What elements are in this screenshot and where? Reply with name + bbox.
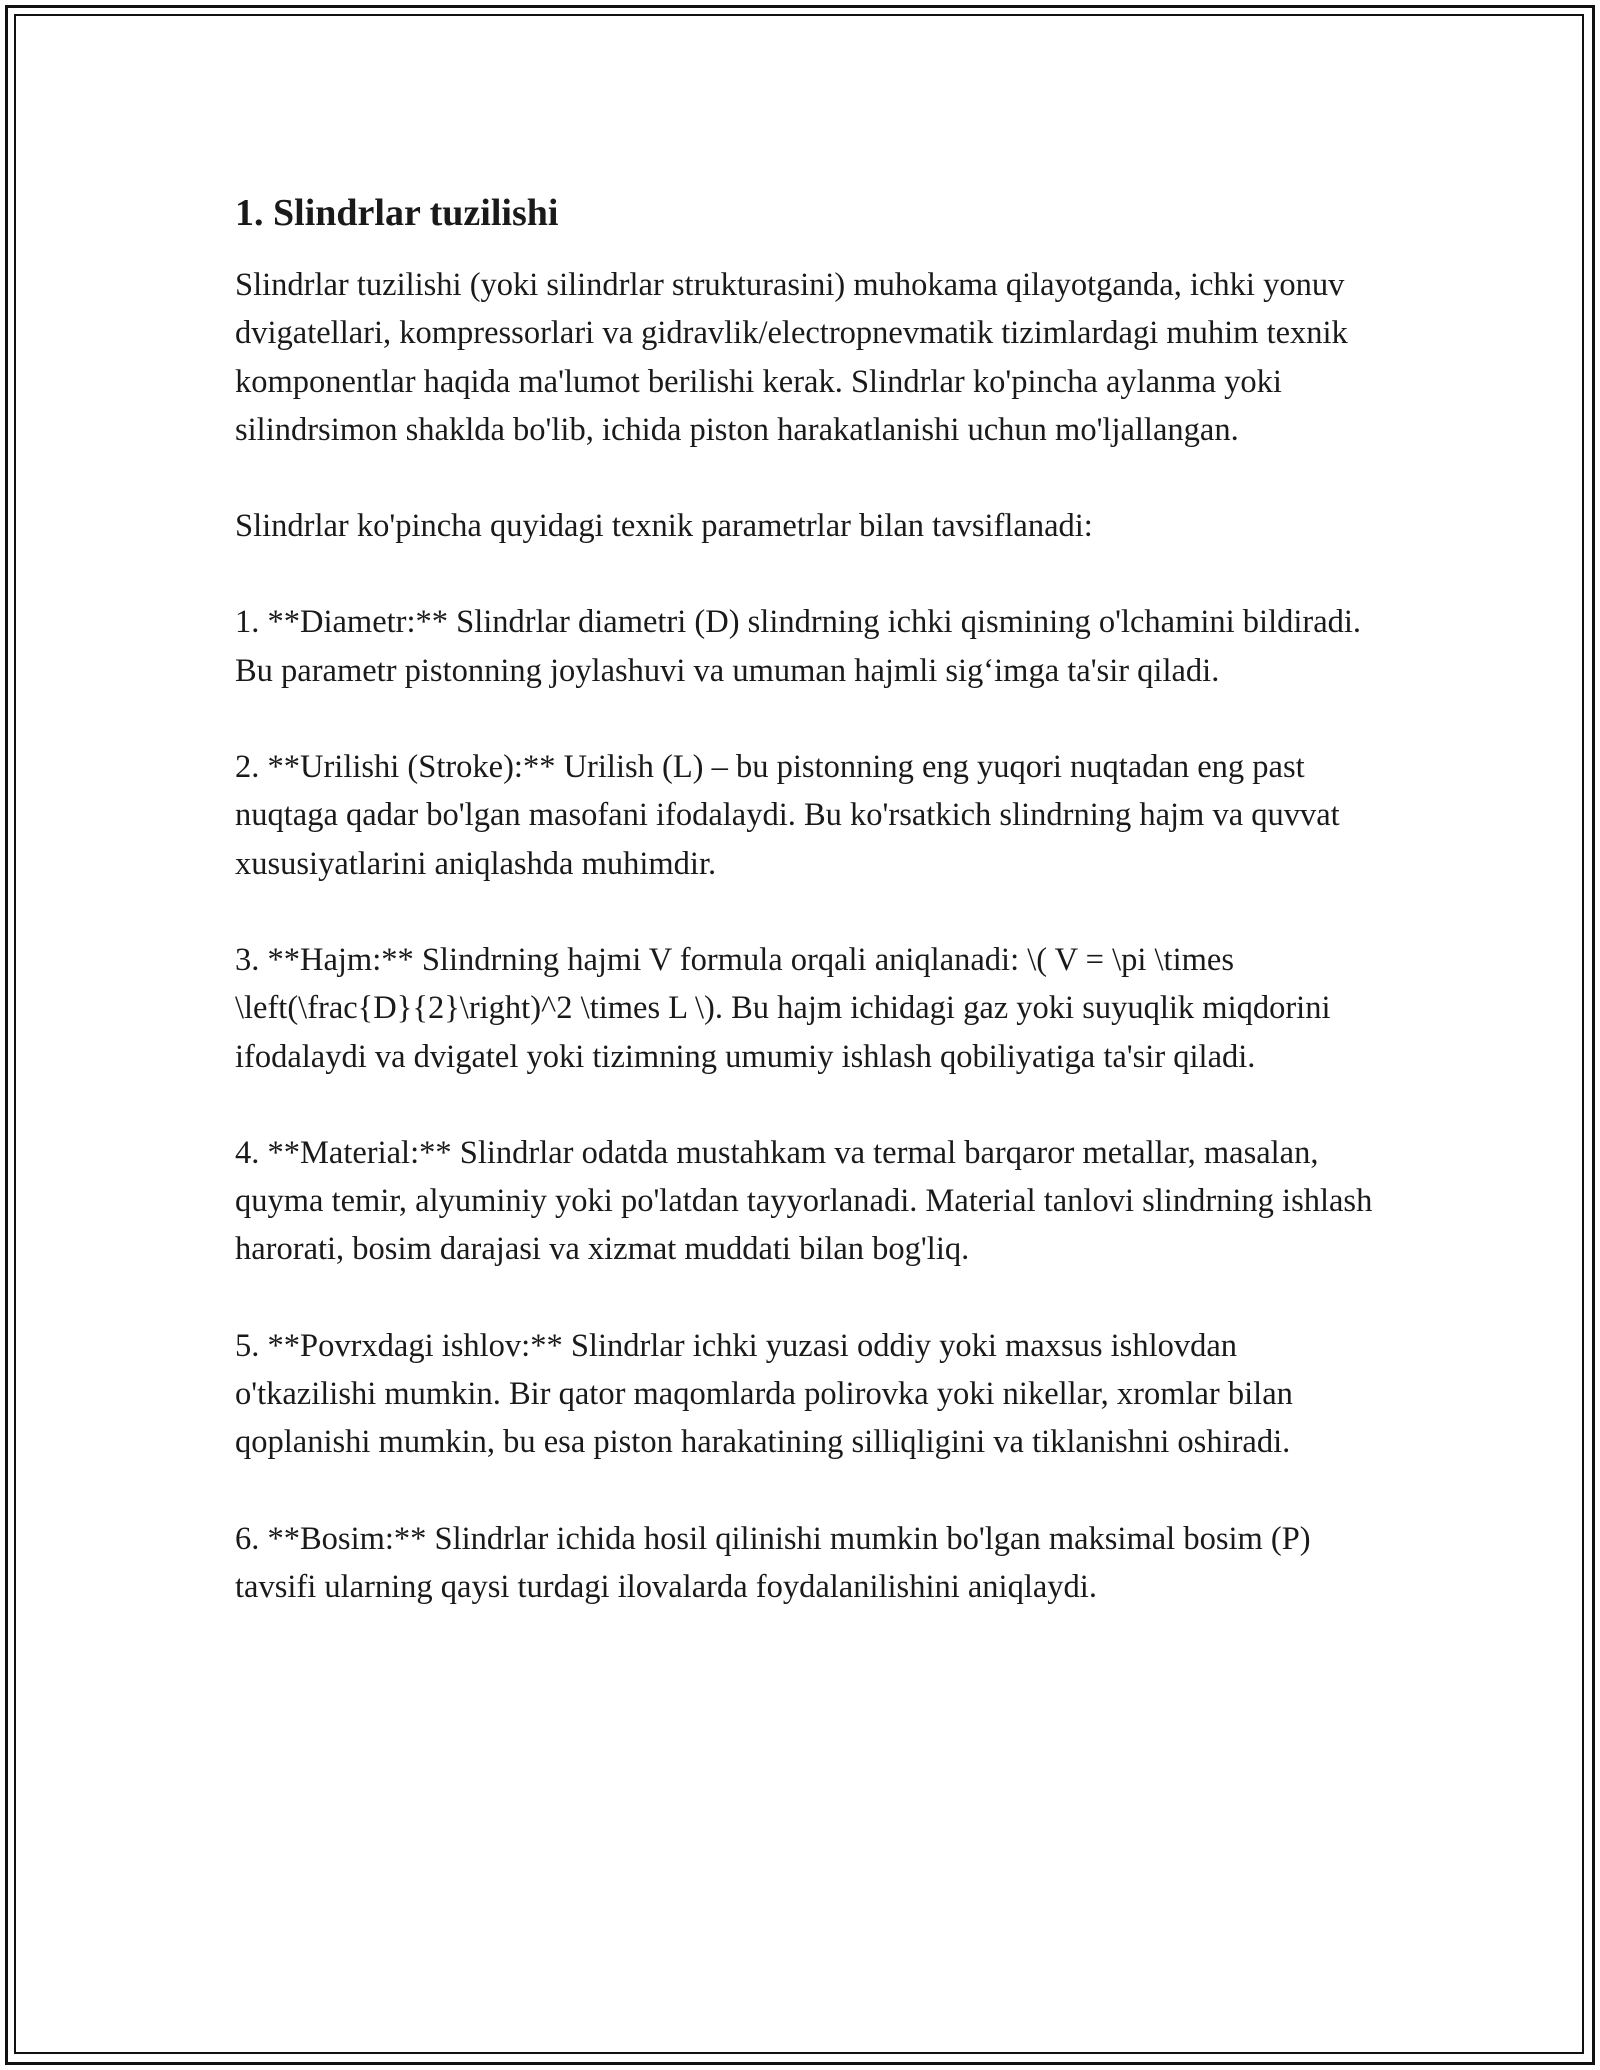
section-title: 1. Slindrlar tuzilishi [235, 192, 559, 234]
list-item-material: 4. **Material:** Slindrlar odatda mustahkam va termal barqaror metallar, masalan, quyma temir, alyuminiy yoki po'latdan tayyorlanadi. Material tanlovi slindrning ishlash harorati, bosim darajasi va xizmat muddati bilan bog'liq. [235, 1134, 1373, 1268]
list-item-volume: 3. **Hajm:** Slindrning hajmi V formula orqali aniqlanadi: \( V = \pi \times \left(\frac{D}{2}\right)^2 \times L \). Bu hajm ichidagi gaz yoki suyuqlik miqdorini ifodalaydi va dvigatel yoki tizimning umumiy ishlash qobiliyatiga ta'sir qiladi. [235, 941, 1331, 1075]
list-item-pressure: 6. **Bosim:** Slindrlar ichida hosil qilinishi mumkin bo'lgan maksimal bosim (P) tavsifi ularning qaysi turdagi ilovalarda foydalanilishini aniqlaydi. [235, 1520, 1311, 1605]
document-body [235, 185, 1385, 1659]
intro-paragraph: Slindrlar tuzilishi (yoki silindrlar strukturasini) muhokama qilayotganda, ichki yonuv dvigatellari, kompressorlari va gidravlik/electropnevmatik tizimlardagi muhim texnik komponentlar haqida ma'lumot berilishi kerak. Slindrlar ko'pincha aylanma yoki silindrsimon shakldа bo'lib, ichida piston harakatlanishi uchun mo'ljallangan. [235, 267, 1348, 448]
list-item-stroke: 2. **Urilishi (Stroke):** Urilish (L) – bu pistonning eng yuqori nuqtadan eng past nuqtaga qadar bo'lgan masofani ifodalaydi. Bu ko'rsatkich slindrning hajm va quvvat xususiyatlarini aniqlashda muhimdir. [235, 749, 1340, 882]
list-item-diameter: 1. **Diametr:** Slindrlar diametri (D) slindrning ichki qismining o'lchamini bildiradi. Bu parametr pistonning joylashuvi va umuman hajmli sig‘imga ta'sir qiladi. [235, 604, 1362, 689]
list-item-surface-treatment: 5. **Povrxdagi ishlov:** Slindrlar ichki yuzasi oddiy yoki maxsus ishlovdan o'tkazilishi mumkin. Bir qator maqomlarda polirovka yoki nikellar, xromlar bilan qoplanishi mumkin, bu esa piston harakatining silliqligini va tiklanishni oshiradi. [235, 1327, 1293, 1461]
parameters-lead-paragraph: Slindrlar ko'pincha quyidagi texnik parametrlar bilan tavsiflanadi: [235, 508, 1093, 545]
